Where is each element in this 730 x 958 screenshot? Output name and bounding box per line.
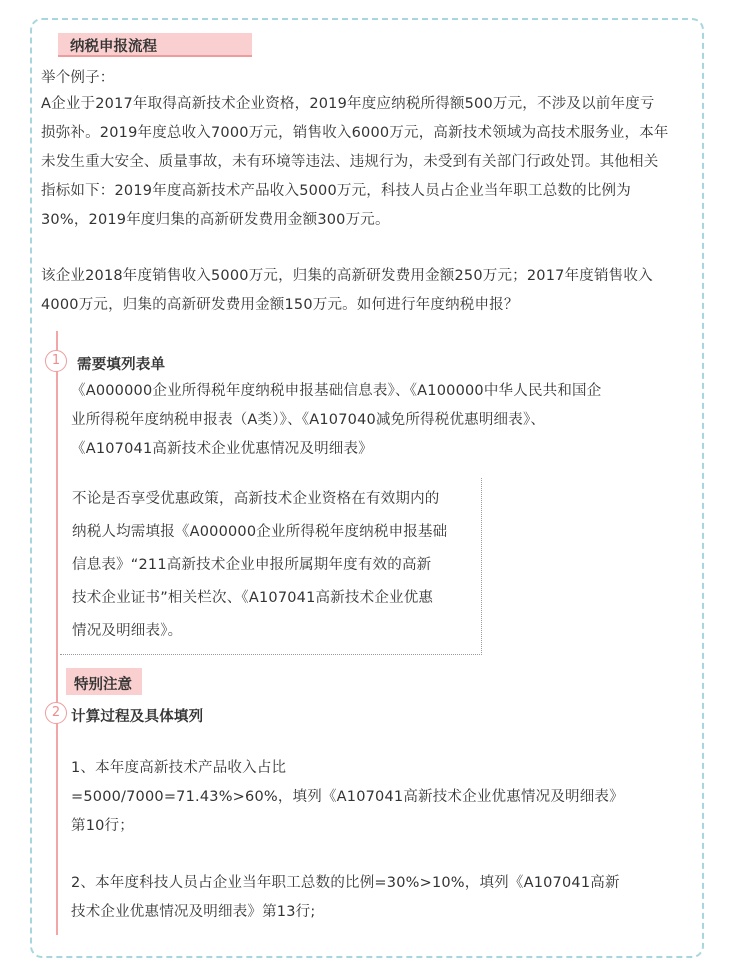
note-line: 不论是否享受优惠政策，高新技术企业资格在有效期内的 xyxy=(72,491,440,507)
step-1-line: 《A000000企业所得税年度纳税申报基础信息表》、《A100000中华人民共和国企 xyxy=(71,383,602,399)
intro-p1-line: 损弥补。2019年度总收入7000万元，销售收入6000万元，高新技术领域为高技术服务业，本年 xyxy=(41,125,669,141)
section-title: 纳税申报流程 xyxy=(70,39,157,55)
note-line: 纳税人均需填报《A000000企业所得税年度纳税申报基础 xyxy=(72,524,448,540)
special-note-label: 特别注意 xyxy=(74,677,132,693)
note-line: 情况及明细表》。 xyxy=(72,623,183,639)
example-label: 举个例子： xyxy=(41,70,115,86)
intro-p2-line: 该企业2018年度销售收入5000万元，归集的高新研发费用金额250万元；2017年度销售收入 xyxy=(41,268,653,284)
step-2-title: 计算过程及具体填列 xyxy=(71,709,204,725)
calc-item-1-line: =5000/7000=71.43%>60%，填列《A107041高新技术企业优惠情况及明细表》 xyxy=(71,789,624,805)
intro-p1-line: 30%，2019年度归集的高新研发费用金额300万元。 xyxy=(41,212,390,228)
calc-item-1-line: 1、本年度高新技术产品收入占比 xyxy=(71,760,287,776)
note-line: 信息表》“211高新技术企业申报所属期年度有效的高新 xyxy=(72,557,432,573)
calc-item-2-line: 技术企业优惠情况及明细表》第13行; xyxy=(71,904,316,920)
calc-item-2-line: 2、本年度科技人员占企业当年职工总数的比例=30%>10%，填列《A107041高新 xyxy=(71,875,620,891)
note-line: 技术企业证书”相关栏次、《A107041高新技术企业优惠 xyxy=(72,590,434,606)
step-1-line: 《A107041高新技术企业优惠情况及明细表》 xyxy=(71,441,373,457)
step-2-number: 2 xyxy=(45,702,67,724)
calc-item-1-line: 第10行； xyxy=(71,818,134,834)
timeline-line xyxy=(56,331,58,935)
step-1-line: 业所得税年度纳税申报表（A类）》、《A107040减免所得税优惠明细表》、 xyxy=(71,412,546,428)
intro-p1-line: 指标如下：2019年度高新技术产品收入5000万元，科技人员占企业当年职工总数的比例为 xyxy=(41,183,631,199)
step-1-title: 需要填列表单 xyxy=(77,357,166,373)
step-1-number: 1 xyxy=(45,350,67,372)
intro-p1-line: 未发生重大安全、质量事故，未有环境等违法、违规行为，未受到有关部门行政处罚。其他相关 xyxy=(41,154,659,170)
intro-p2-line: 4000万元，归集的高新研发费用金额150万元。如何进行年度纳税申报？ xyxy=(41,297,519,313)
intro-p1-line: A企业于2017年取得高新技术企业资格，2019年度应纳税所得额500万元，不涉及以前年度亏 xyxy=(41,96,655,112)
